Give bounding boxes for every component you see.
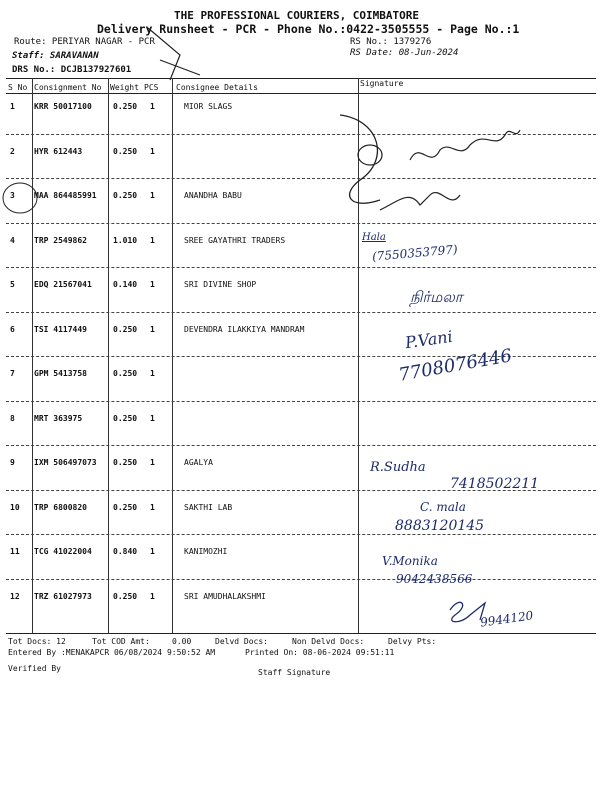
signature-row6: P.Vani <box>403 326 454 353</box>
runsheet-title: Delivery Runsheet - PCR - Phone No.:0422-3505555 - Page No.:1 <box>97 22 520 36</box>
signature-scribble-1 <box>320 100 590 230</box>
row-pcs: 1 <box>150 146 155 156</box>
row-consignment-no: HYR 612443 <box>34 146 83 156</box>
row-weight: 0.140 <box>113 280 138 289</box>
row-sno: 2 <box>10 146 15 156</box>
row-consignee: DEVENDRA ILAKKIYA MANDRAM <box>184 324 305 334</box>
row-sno: 10 <box>10 502 20 512</box>
row-consignee: SREE GAYATHRI TRADERS <box>184 235 286 245</box>
row-weight: 0.250 <box>113 502 138 512</box>
row-consignee: SAKTHI LAB <box>184 502 233 512</box>
drs-number: DRS No.: DCJB137927601 <box>12 65 132 75</box>
row-consignment-no: TCG 41022004 <box>34 547 92 556</box>
row-pcs: 1 <box>150 547 155 556</box>
row-sno: 9 <box>10 458 15 467</box>
row-weight: 0.840 <box>113 547 138 556</box>
row-consignment-no: MAA 864485991 <box>34 191 97 200</box>
row-weight: 0.250 <box>113 102 138 111</box>
row-weight: 0.250 <box>113 413 138 423</box>
col-header-weight: Weight <box>110 83 139 92</box>
rs-date: RS Date: 08-Jun-2024 <box>350 48 459 58</box>
col-header-signature: Signature <box>360 79 404 88</box>
row-sno: 3 <box>10 191 15 200</box>
row-consignee: AGALYA <box>184 458 213 467</box>
row-divider <box>6 579 596 580</box>
row-consignee: SRI DIVINE SHOP <box>184 280 257 289</box>
phone-row11: 9042438566 <box>396 572 473 586</box>
table-top-line <box>6 78 596 79</box>
row-weight: 0.250 <box>113 369 138 378</box>
row-pcs: 1 <box>150 591 155 601</box>
row-consignee: ANANDHA BABU <box>184 191 242 200</box>
row-consignment-no: TRZ 61027973 <box>34 591 92 601</box>
row-pcs: 1 <box>150 502 155 512</box>
row-sno: 4 <box>10 235 15 245</box>
row-consignment-no: IXM 506497073 <box>34 458 97 467</box>
signature-row11: V.Monika <box>382 554 438 568</box>
phone-row4: (7550353797) <box>371 242 459 264</box>
row-divider <box>6 445 596 446</box>
row-sno: 7 <box>10 369 15 378</box>
row-consignment-no: MRT 363975 <box>34 413 83 423</box>
printed-on: Printed On: 08-06-2024 09:51:11 <box>245 648 395 657</box>
staff-name: Staff: SARAVANAN <box>12 51 99 61</box>
row-pcs: 1 <box>150 458 155 467</box>
signature-row9: R.Sudha <box>370 460 426 475</box>
total-cod-amount: 0.00 <box>172 637 192 646</box>
row-divider <box>6 267 596 268</box>
row-consignment-no: TRP 2549862 <box>34 235 87 245</box>
phone-row10: 8883120145 <box>395 518 485 534</box>
row-pcs: 1 <box>150 235 155 245</box>
row-pcs: 1 <box>150 102 155 111</box>
row-sno: 6 <box>10 324 15 334</box>
col-header-consignment: Consignment No <box>34 83 102 92</box>
col-header-consignee: Consignee Details <box>176 83 258 92</box>
phone-row12: 9944120 <box>479 608 535 630</box>
row-weight: 0.250 <box>113 591 138 601</box>
row-weight: 0.250 <box>113 146 138 156</box>
row-weight: 0.250 <box>113 458 138 467</box>
company-name: THE PROFESSIONAL COURIERS, COIMBATORE <box>174 9 420 22</box>
row-consignee: KANIMOZHI <box>184 547 228 556</box>
row-divider <box>6 401 596 402</box>
row-weight: 1.010 <box>113 235 138 245</box>
signature-row5: நிர்மலா <box>410 288 463 306</box>
row-weight: 0.250 <box>113 324 138 334</box>
phone-row6: 7708076446 <box>397 345 514 386</box>
row-sno: 8 <box>10 413 15 423</box>
col-header-sno: S No <box>8 83 28 92</box>
route: Route: PERIYAR NAGAR - PCR <box>14 37 155 47</box>
row-divider <box>6 534 596 535</box>
row-sno: 12 <box>10 591 20 601</box>
delivery-points: Delvy Pts: <box>388 637 437 646</box>
total-cod-label: Tot COD Amt: <box>92 637 150 646</box>
row-sno: 1 <box>10 102 15 111</box>
delivered-docs: Delvd Docs: <box>215 637 268 646</box>
row-consignee: MIOR SLAGS <box>184 102 233 111</box>
table-bottom-line <box>6 633 596 634</box>
row-sno: 11 <box>10 547 20 556</box>
signature-row10: C. mala <box>420 500 466 514</box>
phone-row9: 7418502211 <box>450 476 540 492</box>
row-pcs: 1 <box>150 324 155 334</box>
verified-by: Verified By <box>8 664 61 673</box>
row-pcs: 1 <box>150 369 155 378</box>
total-docs: Tot Docs: 12 <box>8 637 66 646</box>
row-divider <box>6 312 596 313</box>
row-consignment-no: TSI 4117449 <box>34 324 87 334</box>
non-delivered-docs: Non Delvd Docs: <box>292 637 365 646</box>
row-pcs: 1 <box>150 413 155 423</box>
col-header-pcs: PCS <box>144 83 159 92</box>
row-consignment-no: KRR 50017100 <box>34 102 92 111</box>
header-pen-mark <box>140 20 220 90</box>
row-consignee: SRI AMUDHALAKSHMI <box>184 591 266 601</box>
row-pcs: 1 <box>150 191 155 200</box>
row-pcs: 1 <box>150 280 155 289</box>
row-consignment-no: TRP 6800820 <box>34 502 87 512</box>
row-consignment-no: EDQ 21567041 <box>34 280 92 289</box>
row-consignment-no: GPM 5413758 <box>34 369 87 378</box>
rs-number: RS No.: 1379276 <box>350 37 432 47</box>
table-header-line <box>6 93 596 94</box>
entered-by: Entered By :MENAKAPCR 06/08/2024 9:50:52 AM <box>8 648 216 657</box>
staff-signature-label: Staff Signature <box>258 668 331 677</box>
row-weight: 0.250 <box>113 191 138 200</box>
row-sno: 5 <box>10 280 15 289</box>
circle-mark <box>0 180 40 216</box>
signature-row4: Hala <box>362 232 386 243</box>
